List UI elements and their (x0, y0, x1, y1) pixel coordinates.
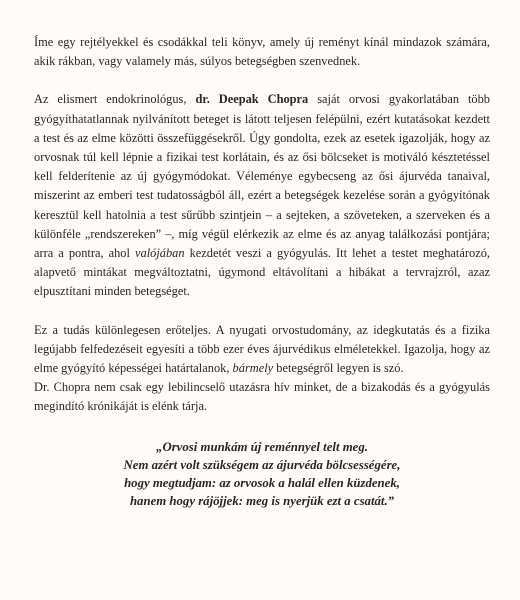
quote-line: Nem azért volt szükségem az ájurvéda bölcsességére, (123, 457, 401, 472)
emphasis-valojaban: valójában (135, 246, 185, 261)
back-cover-text (34, 33, 490, 510)
author-paragraph (34, 90, 490, 301)
author-quote (34, 438, 490, 510)
journey-paragraph: Dr. Chopra nem csak egy lebilincselő utazásra hív minket, de a bizakodás és a gyógyulás megindító krónikáját is elénk tárja. (34, 380, 490, 414)
quote-line: hogy megtudjam: az orvosok a halál ellen küzdenek, (124, 475, 400, 490)
intro-paragraph: Íme egy rejtélyekkel és csodákkal teli könyv, amely új reményt kínál mindazok számára, akik rákban, vagy valamely más, súlyos betegségben szenvednek. (34, 35, 490, 69)
author-name: dr. Deepak Chopra (195, 92, 309, 107)
quote-line: „Orvosi munkám új reménnyel telt meg. (156, 439, 368, 454)
knowledge-paragraph (34, 321, 490, 379)
paragraph-gap (34, 302, 490, 321)
knowledge-paragraph-end: betegségről legyen is szó. (276, 361, 404, 376)
author-paragraph-middle: saját orvosi gyakorlatában több gyógyíthatatlannak nyilvánított beteget is látott teljesen felépülni, ezért kutatásokat kezdett a test és az elme közötti összefüggésekről. Úgy gondolta, ezek az esetek igazolják, hogy az orvosnak túl kell lépnie a fizikai test korlátain, és az ősi bölcseket is motiváló késztetéssel kell felderítenie az új gyógymódokat. Véleménye egybecseng az ősi ájurvéda tanaival, miszerint az emberi test tudatosságból áll, ezért a betegségek kezelése során a gyógyítónak keresztül kell hatolnia a test sűrűbb szintjein – a sejteken, a szöveteken, a szerveken és a különféle „rendszereken” –, míg végül elérkezik az elme és az anyag találkozási pontjára; arra a pontra, ahol (34, 92, 491, 261)
paragraph-gap (34, 71, 490, 90)
author-paragraph-end: kezdetét veszi a gyógyulás. Itt lehet a testet meghatározó, alapvető mintákat megváltoztatni, úgymond eltávolítani a hibákat a tervrajzról, azaz elpusztítani minden betegséget. (34, 246, 490, 299)
emphasis-barmely: bármely (232, 361, 274, 376)
knowledge-paragraph-start: Ez a tudás különlegesen erőteljes. A nyugati orvostudomány, az idegkutatás és a fizika legújabb felfedezéseit egyesíti a több ezer éves ájurvédikus elméletekkel. Igazolja, hogy az elme gyógyító képességei határtalanok, (34, 322, 490, 376)
author-paragraph-start: Az elismert endokrinológus, (34, 92, 187, 107)
quote-line: hanem hogy rájöjjek: meg is nyerjük ezt a csatát.” (129, 493, 395, 508)
